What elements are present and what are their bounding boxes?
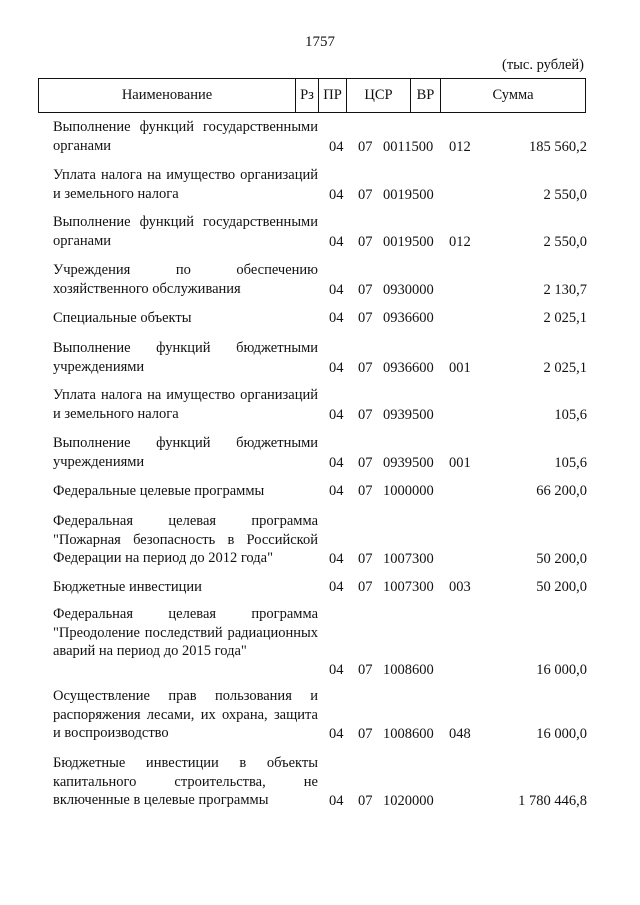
row-name: Осуществление прав пользования и распоряжения лесами, их охрана, защита и воспроизводство <box>53 688 318 742</box>
row-pr: 07 <box>358 187 373 203</box>
row-csr: 0011500 <box>383 139 434 155</box>
row-csr: 0019500 <box>383 234 434 250</box>
table-row <box>53 166 587 204</box>
row-sum: 2 130,7 <box>543 282 587 298</box>
header-vr: ВР <box>411 79 441 112</box>
row-rz: 04 <box>329 455 344 471</box>
row-name: Уплата налога на имущество организаций и земельного налога <box>53 167 318 202</box>
row-name: Федеральная целевая программа "Пожарная безопасность в Российской Федерации на период до 2012 года" <box>53 513 318 567</box>
row-sum: 2 025,1 <box>543 310 587 326</box>
table-row <box>53 482 587 500</box>
table-row <box>53 309 587 327</box>
row-name: Федеральная целевая программа "Преодоление последствий радиационных аварий на период до 2015 года" <box>53 606 318 660</box>
row-rz: 04 <box>329 483 344 499</box>
row-rz: 04 <box>329 310 344 326</box>
row-name: Выполнение функций государственными органами <box>53 119 318 154</box>
row-csr: 0930000 <box>383 282 434 298</box>
row-csr: 0936600 <box>383 310 434 326</box>
row-vr: 012 <box>449 139 471 155</box>
row-sum: 2 025,1 <box>543 360 587 376</box>
row-rz: 04 <box>329 793 344 809</box>
row-rz: 04 <box>329 662 344 678</box>
row-name: Бюджетные инвестиции <box>53 579 202 595</box>
row-pr: 07 <box>358 282 373 298</box>
row-name: Специальные объекты <box>53 310 192 326</box>
row-sum: 105,6 <box>554 455 587 471</box>
row-vr: 048 <box>449 726 471 742</box>
row-sum: 2 550,0 <box>543 187 587 203</box>
row-pr: 07 <box>358 407 373 423</box>
row-rz: 04 <box>329 282 344 298</box>
row-pr: 07 <box>358 310 373 326</box>
header-pr: ПР <box>319 79 347 112</box>
table-row <box>53 754 587 810</box>
row-pr: 07 <box>358 455 373 471</box>
table-row <box>53 118 587 156</box>
row-vr: 012 <box>449 234 471 250</box>
row-vr: 003 <box>449 579 471 595</box>
row-rz: 04 <box>329 579 344 595</box>
row-sum: 66 200,0 <box>536 483 587 499</box>
row-pr: 07 <box>358 793 373 809</box>
row-csr: 1000000 <box>383 483 434 499</box>
row-csr: 1020000 <box>383 793 434 809</box>
table-row <box>53 605 587 679</box>
row-sum: 50 200,0 <box>536 579 587 595</box>
row-pr: 07 <box>358 360 373 376</box>
row-sum: 50 200,0 <box>536 551 587 567</box>
row-csr: 1008600 <box>383 726 434 742</box>
row-csr: 0936600 <box>383 360 434 376</box>
row-sum: 105,6 <box>554 407 587 423</box>
table-row <box>53 578 587 596</box>
row-name: Выполнение функций государственными органами <box>53 214 318 249</box>
header-csr: ЦСР <box>347 79 411 112</box>
table-row <box>53 261 587 299</box>
row-name: Выполнение функций бюджетными учреждениями <box>53 340 318 375</box>
row-sum: 16 000,0 <box>536 726 587 742</box>
row-rz: 04 <box>329 407 344 423</box>
row-name: Бюджетные инвестиции в объекты капитального строительства, не включенные в целевые программы <box>53 755 318 809</box>
row-sum: 16 000,0 <box>536 662 587 678</box>
table-row <box>53 434 587 472</box>
row-csr: 0939500 <box>383 407 434 423</box>
row-rz: 04 <box>329 551 344 567</box>
row-sum: 2 550,0 <box>543 234 587 250</box>
units-label: (тыс. рублей) <box>502 57 584 73</box>
page-number: 1757 <box>305 34 335 50</box>
table-row <box>53 339 587 377</box>
row-pr: 07 <box>358 551 373 567</box>
table-row <box>53 512 587 568</box>
row-csr: 0019500 <box>383 187 434 203</box>
row-rz: 04 <box>329 360 344 376</box>
row-name: Учреждения по обеспечению хозяйственного обслуживания <box>53 262 318 297</box>
row-vr: 001 <box>449 455 471 471</box>
row-rz: 04 <box>329 187 344 203</box>
row-vr: 001 <box>449 360 471 376</box>
row-sum: 1 780 446,8 <box>518 793 587 809</box>
table-header <box>38 78 586 113</box>
header-sum: Сумма <box>492 87 534 103</box>
row-pr: 07 <box>358 234 373 250</box>
row-pr: 07 <box>358 726 373 742</box>
row-csr: 1008600 <box>383 662 434 678</box>
table-row <box>53 213 587 251</box>
header-name: Наименование <box>39 79 296 112</box>
row-name: Федеральные целевые программы <box>53 483 265 499</box>
row-csr: 0939500 <box>383 455 434 471</box>
row-rz: 04 <box>329 726 344 742</box>
header-rz: Рз <box>296 79 319 112</box>
row-pr: 07 <box>358 662 373 678</box>
row-csr: 1007300 <box>383 579 434 595</box>
row-rz: 04 <box>329 234 344 250</box>
row-pr: 07 <box>358 579 373 595</box>
row-pr: 07 <box>358 483 373 499</box>
row-csr: 1007300 <box>383 551 434 567</box>
table-row <box>53 687 587 743</box>
row-name: Выполнение функций бюджетными учреждениями <box>53 435 318 470</box>
row-sum: 185 560,2 <box>529 139 587 155</box>
row-pr: 07 <box>358 139 373 155</box>
row-name: Уплата налога на имущество организаций и земельного налога <box>53 387 318 422</box>
row-rz: 04 <box>329 139 344 155</box>
table-row <box>53 386 587 424</box>
